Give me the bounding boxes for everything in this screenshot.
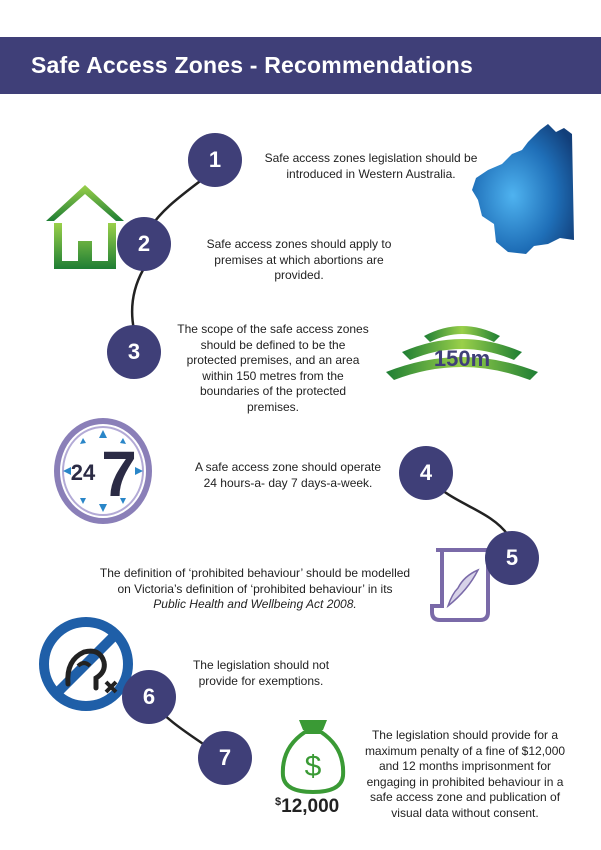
distance-150m-icon: [384, 322, 540, 392]
wa-map-icon: [468, 120, 578, 255]
clock-7-label: 7: [101, 438, 137, 510]
recommendation-3-text: The scope of the safe access zones should be defined to be the protected premises, and an area within 150 metres from the boundaries of the protected premises.: [177, 322, 369, 414]
distance-label: 150m: [433, 346, 491, 371]
clock-24-label: 24: [70, 460, 96, 485]
recommendation-5-act-title: Public Health and Wellbeing Act 2008.: [153, 597, 357, 611]
step-6-badge: 6: [122, 670, 176, 724]
recommendation-5-line1: The definition of ‘prohibited behaviour’ should be modelled: [99, 566, 411, 580]
money-bag-icon: [279, 718, 347, 794]
recommendation-7-text: The legislation should provide for a maximum penalty of a fine of $12,000 and 12 months imprisonment for engaging in prohibited behaviour in a safe access zone and publication of visual data without consent.: [364, 728, 566, 820]
recommendation-5-line2: on Victoria’s definition of ‘prohibited behaviour’ in its: [117, 581, 393, 596]
step-1-badge: 1: [188, 133, 242, 187]
money-bag-dollar: $: [304, 750, 322, 783]
recommendation-6-text: The legislation should not provide for exemptions.: [192, 658, 330, 688]
step-4-badge: 4: [399, 446, 453, 500]
house-icon: [44, 183, 126, 271]
clock-247-icon: [53, 416, 153, 526]
recommendation-4-text: A safe access zone should operate 24 hours-a- day 7 days-a-week.: [194, 460, 382, 490]
page-title: Safe Access Zones - Recommendations: [31, 52, 474, 78]
recommendation-1-text: Safe access zones legislation should be introduced in Western Australia.: [264, 151, 478, 181]
recommendation-5-text: [80, 566, 430, 613]
fine-currency: $: [275, 796, 282, 808]
no-exemptions-icon: [36, 614, 136, 714]
step-2-badge: 2: [117, 217, 171, 271]
step-7-badge: 7: [198, 731, 252, 785]
recommendation-2-text: Safe access zones should apply to premises at which abortions are provided.: [206, 237, 392, 282]
step-5-badge: 5: [485, 531, 539, 585]
fine-value: 12,000: [281, 796, 340, 817]
step-3-badge: 3: [107, 325, 161, 379]
fine-amount: [275, 796, 355, 818]
